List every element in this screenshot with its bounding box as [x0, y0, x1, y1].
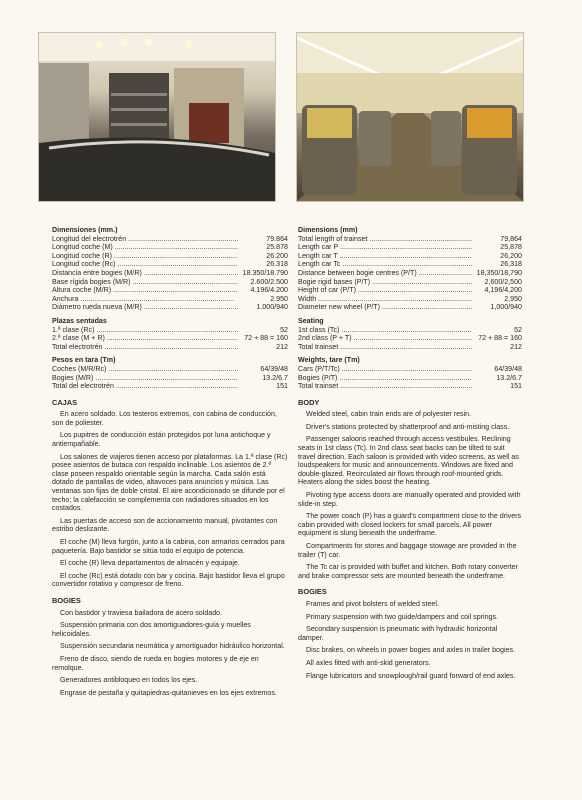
spec-label: Altura coche (M/R) .....	[52, 286, 238, 295]
spec-row	[298, 252, 522, 261]
spanish-column	[52, 226, 288, 701]
spec-row	[52, 235, 288, 244]
spec-label: 1.ª clase (Rc) .....	[52, 326, 238, 335]
spec-row	[298, 374, 522, 383]
bogies-text-en	[298, 600, 522, 680]
spec-label: Total length of trainset .....	[298, 235, 472, 244]
spec-label: Longitud coche (R) .....	[52, 252, 238, 261]
spec-row	[298, 295, 522, 304]
cajas-heading: CAJAS	[52, 397, 78, 407]
spec-row	[298, 365, 522, 374]
spec-value: 52	[514, 325, 522, 334]
paragraph: Los pupitres de conducción están protegidos por luna antichoque y antiempañable.	[52, 431, 271, 449]
paragraph: Generadores antibloqueo en todos los ejes.	[60, 676, 198, 685]
bogies-heading-es: BOGIES	[52, 595, 81, 605]
spec-row	[52, 286, 288, 295]
spec-row	[52, 374, 288, 383]
spec-row	[52, 269, 288, 278]
spec-value: 151	[276, 382, 288, 391]
passenger-saloon-photo	[296, 32, 524, 202]
paragraph: Welded steel, cabin train ends are of polyester resin.	[306, 410, 472, 419]
buffet-bar-photo	[38, 32, 276, 202]
spec-value: 64/39/48	[494, 364, 522, 373]
spec-value: 26,200	[500, 251, 522, 260]
spec-value: 26.200	[266, 251, 288, 260]
spec-row	[298, 286, 522, 295]
spec-value: 212	[276, 342, 288, 351]
paragraph: El coche (M) lleva furgón, junto a la cabina, con armarios cerrados para paquetería. Bajo bastidor se sitúa todo el equipo de potencia.	[52, 538, 285, 555]
spec-value: 79.864	[266, 234, 288, 243]
spec-label: Base rígida bogies (M/R) .....	[52, 278, 238, 287]
spec-label: Longitud coche (Rc) .....	[52, 260, 238, 269]
spec-row	[52, 260, 288, 269]
spec-label: 2.ª clase (M + R) .....	[52, 334, 238, 343]
spec-value: 72 + 88 = 160	[478, 334, 522, 343]
spec-label: Longitud coche (M) .....	[52, 243, 238, 252]
spec-row	[52, 326, 288, 335]
spec-label: Diámetro rueda nueva (M/R) .....	[52, 303, 238, 312]
paragraph: Driver's stations protected by shatterproof and anti-misting class.	[306, 422, 510, 431]
dimensions-title-es: Dimensiones (mm.)	[52, 226, 118, 234]
spec-row	[298, 382, 522, 391]
spec-value: 1,000/940	[490, 303, 522, 312]
bogies-text-es	[52, 609, 288, 698]
spec-row	[52, 243, 288, 252]
english-column	[298, 226, 522, 684]
spec-value: 26,318	[500, 260, 522, 269]
spec-label: Bogie rigid bases (P/T) .....	[298, 278, 472, 287]
spec-row	[52, 334, 288, 343]
paragraph: Freno de disco, siendo de rueda en bogies motores y de eje en remolque.	[52, 654, 259, 672]
spec-label: 2nd class (P + T) .....	[298, 334, 472, 343]
spec-value: 64/39/48	[260, 364, 288, 373]
spec-value: 2.600/2.500	[250, 277, 288, 286]
paragraph: Las puertas de acceso son de accionamiento manual, pivotantes con estribo deslizante.	[52, 516, 278, 534]
spec-row	[298, 334, 522, 343]
seating-title-es: Plazas sentadas	[52, 316, 107, 325]
spec-row	[52, 295, 288, 304]
spec-row	[298, 343, 522, 352]
saloon-illustration	[297, 33, 523, 201]
dimensions-list-en	[298, 235, 522, 312]
tare-title-en: Weights, tare (Tm)	[298, 356, 360, 365]
spec-value: 2.950	[270, 294, 288, 303]
paragraph: The power coach (P) has a guard's compartment close to the drivers cabin provided with closed lockers for small parcels. All power equipment is slung beneath the underframe.	[298, 512, 522, 538]
spec-value: 26.318	[266, 260, 288, 269]
spec-row	[52, 365, 288, 374]
spec-row	[298, 235, 522, 244]
spec-value: 72 + 88 = 160	[244, 334, 288, 343]
spec-label: Length car T .....	[298, 252, 472, 261]
spec-label: Coches (M/R/Rc) .....	[52, 365, 238, 374]
buffet-bar-illustration	[39, 33, 275, 201]
seating-list-es	[52, 326, 288, 352]
paragraph: Primary suspension with two guide/dampers and coil springs.	[306, 612, 499, 621]
spec-value: 13.2/6.7	[262, 373, 288, 382]
spec-value: 25,878	[500, 243, 522, 252]
paragraph: En acero soldado. Los testeros extremos, con cabina de conducción, son de poliester.	[52, 410, 277, 427]
spec-value: 25.878	[266, 243, 288, 252]
tare-list-en	[298, 365, 522, 391]
body-heading: BODY	[298, 397, 320, 407]
spec-value: 52	[280, 325, 288, 334]
dimensions-title-en: Dimensions (mm)	[298, 226, 358, 234]
spec-value: 2,600/2,500	[484, 277, 522, 286]
spec-value: 151	[510, 382, 522, 391]
spec-value: 13.2/6.7	[496, 373, 522, 382]
spec-label: Height of car (P/T) .....	[298, 286, 472, 295]
dimensions-list-es	[52, 235, 288, 312]
spec-label: Total del electrotrén .....	[52, 382, 238, 391]
spec-label: Length car P .....	[298, 243, 472, 252]
spec-value: 4.196/4.200	[250, 286, 288, 295]
paragraph: Suspensión secundaria neumática y amortiguador hidráulico horizontal.	[60, 642, 285, 651]
spec-label: Total electrotrén .....	[52, 343, 238, 352]
paragraph: Passenger saloons reached through access vestibules. Reclining seats in 1st class (Tc). In 2nd class seat backs can be tilted to suit travel direction. Each saloon is provided with video screens, as well as loudspeakers for music and announcements. Windows are fixed and double-glazed. Recirculated air flows through roof-mounted grids. Heaters along the sides boost the heating.	[298, 435, 519, 487]
spec-row	[52, 252, 288, 261]
spec-value: 2,950	[504, 294, 522, 303]
spec-label: Length car Tc .....	[298, 260, 472, 269]
paragraph: Secondary suspension is pneumatic with hydraulic horizontal damper.	[298, 625, 498, 642]
paragraph: Engrase de pestaña y quitapiedras-quitanieves en los ejes extremos.	[60, 688, 277, 697]
spec-label: Cars (P/T/Tc) .....	[298, 365, 472, 374]
spec-row	[298, 303, 522, 312]
spec-value: 1.000/940	[256, 303, 288, 312]
paragraph: Pivoting type access doors are manually operated and provided with slide-in step.	[298, 491, 521, 508]
paragraph: Suspensión primaria con dos amortiguadores-guía y muelles helicoidales.	[52, 621, 251, 638]
cajas-text	[52, 410, 288, 589]
spec-value: 212	[510, 342, 522, 351]
spec-label: 1st class (Tc) .....	[298, 326, 472, 335]
paragraph: El coche (Rc) está dotado con bar y cocina. Bajo bastidor lleva el grupo convertidor rotativo y compresor de freno.	[52, 571, 285, 589]
spec-row	[298, 269, 522, 278]
spec-value: 18.350/18.790	[242, 268, 288, 277]
spec-label: Bogies (P/T) .....	[298, 374, 472, 383]
spec-row	[298, 260, 522, 269]
paragraph: Con bastidor y traviesa bailadora de acero soldado.	[60, 608, 223, 617]
spec-label: Longitud del electrotrén .....	[52, 235, 238, 244]
spec-value: 4,196/4,200	[484, 286, 522, 295]
spec-label: Distance between bogie centres (P/T) .....	[298, 269, 472, 278]
spec-row	[298, 278, 522, 287]
spec-label: Distancia entre bogies (M/R) .....	[52, 269, 238, 278]
spec-label: Total trainset .....	[298, 382, 472, 391]
spec-value: 18,350/18,790	[476, 268, 522, 277]
spec-label: Diameter new wheel (P/T) .....	[298, 303, 472, 312]
spec-label: Anchura .....	[52, 295, 238, 304]
tare-list-es	[52, 365, 288, 391]
spec-row	[52, 343, 288, 352]
paragraph: Compartments for stores and baggage stowage are provided in the trailer (T) car.	[298, 542, 517, 559]
seating-list-en	[298, 326, 522, 352]
paragraph: Los salones de viajeros tienen acceso por plataformas. La 1.ª clase (Rc) posee asientos de butaca con respaldo inclinable. Los asientos de 2.ª clase poseen respaldo orientable según la marcha. Cada salón está dotado de pantallas de video, altavoces para anuncios y música. Las ventanas son fijas de doble cristal. El aire acondicionado se difunde por el techo; la calefacción se complementa con radiadores situados en los costados.	[52, 452, 288, 513]
seating-title-en: Seating	[298, 316, 324, 325]
paragraph: All axles fitted with anti-skid generators.	[306, 658, 431, 667]
paragraph: Flange lubricators and snowplough/rail guard forward of end axles.	[306, 671, 516, 680]
spec-row	[52, 382, 288, 391]
body-text	[298, 410, 522, 580]
spec-row	[298, 243, 522, 252]
bogies-heading-en: BOGIES	[298, 587, 327, 597]
paragraph: The Tc car is provided with buffet and kitchen. Both rotary converter and brake compressor sets are mounted beneath the underframe.	[298, 563, 518, 580]
spec-label: Bogies (M/R) .....	[52, 374, 238, 383]
spec-label: Total trainset .....	[298, 343, 472, 352]
paragraph: El coche (R) lleva departamentos de almacén y equipaje.	[60, 559, 240, 568]
spec-label: Width .....	[298, 295, 472, 304]
paragraph: Disc brakes, on wheels in power bogies and axles in trailer bogies.	[306, 646, 515, 655]
spec-row	[298, 326, 522, 335]
spec-row	[52, 278, 288, 287]
tare-title-es: Pesos en tara (Tm)	[52, 356, 116, 365]
spec-value: 79,864	[500, 234, 522, 243]
paragraph: Frames and pivot bolsters of welded steel.	[306, 599, 439, 608]
spec-row	[52, 303, 288, 312]
